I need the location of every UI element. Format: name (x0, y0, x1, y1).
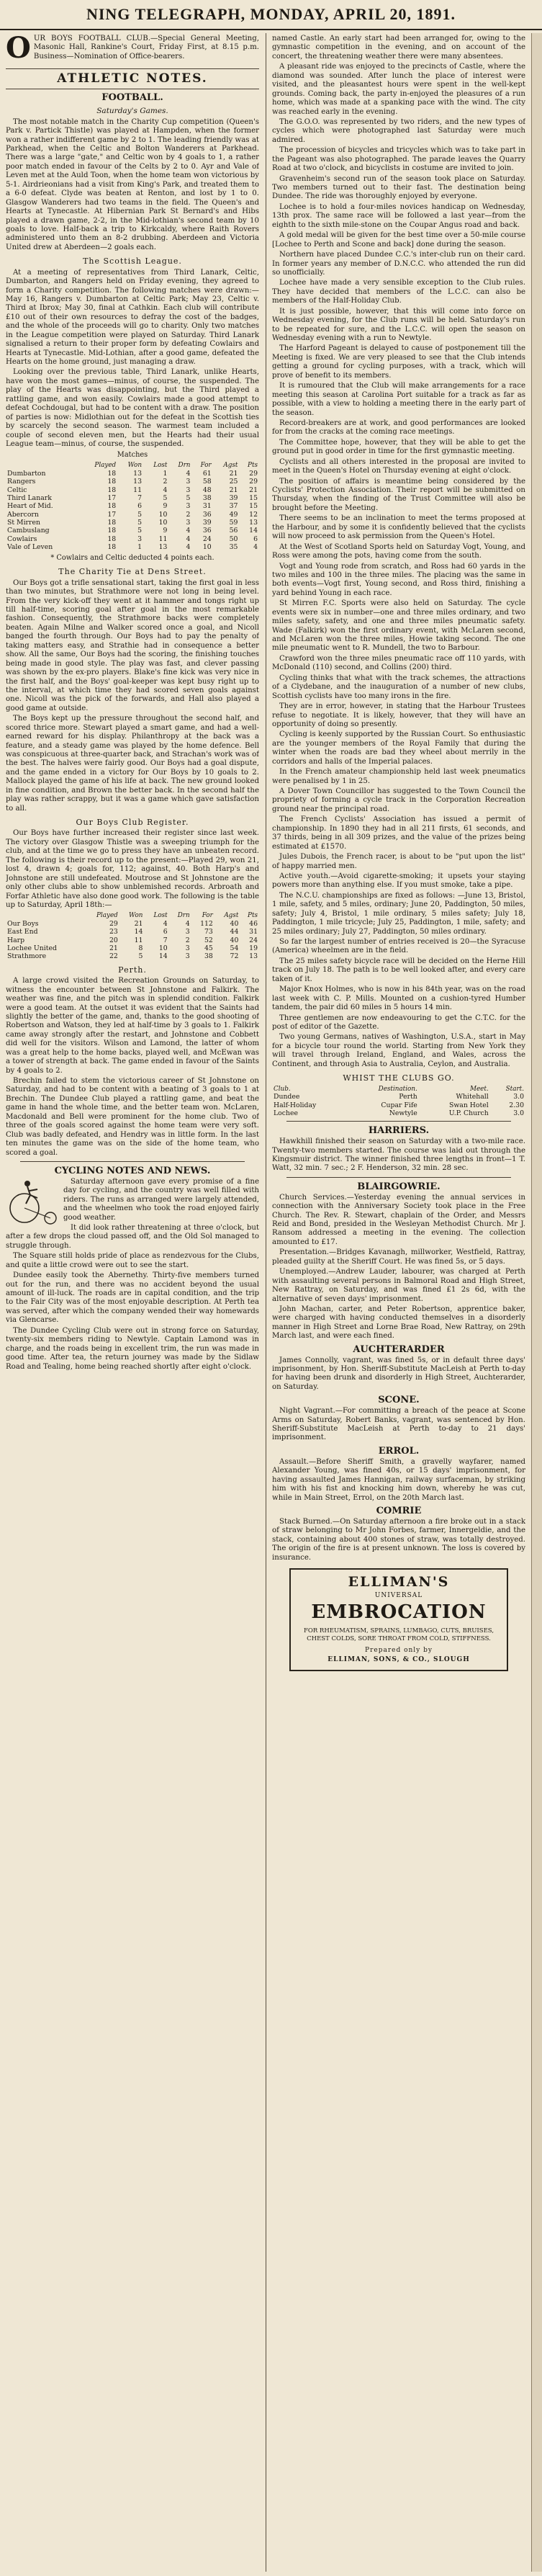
cycling-paragraph: It is just possible, however, that this will come into force on Wednesday evening, for the Club runs will be held. Saturday's run to be repeated for sure, and the L.C.C. will open the season on Wednesday evening with a run to Newtyle. (272, 307, 525, 342)
table-cell: 18 (107, 486, 117, 494)
table-row (272, 1093, 525, 1101)
table-cell: 4 (186, 527, 191, 535)
table-cell: 59 (229, 519, 238, 527)
club-name-cell: Dumbarton (7, 470, 46, 478)
table-cell: 39 (202, 519, 212, 527)
table-cell: 5 (186, 494, 191, 503)
table-cell: 2 (185, 936, 190, 944)
club-name-cell: Our Boys (7, 920, 39, 929)
harriers-heading: HARRIERS. (368, 1125, 430, 1137)
club-name-cell: Rangers (7, 478, 36, 486)
table-cell: 17 (107, 510, 117, 519)
league-table-caption: Matches (117, 451, 148, 460)
table-cell: 6 (253, 535, 258, 543)
cycling-paragraph: A pleasant ride was enjoyed to the precincts of Castle, where the diamond was sounded. After lunch the place of interest were visited, and the pleasantest hours were spent in the well-kept grounds. Coming back, the party in-enjoyed the pleasures of a run home, which was made at a spanking pace with the wind. The city was reached early in the evening. (272, 63, 525, 116)
advert-product-name: EMBROCATION (311, 1601, 487, 1624)
club-name-cell: Lochee United (7, 944, 57, 953)
saturdays-games-subheading: Saturday's Games. (96, 106, 168, 115)
table-row (6, 470, 259, 478)
club-name-cell: Lochee (274, 1109, 298, 1117)
column-header: Club. (274, 1085, 291, 1093)
table-cell: 5 (137, 510, 142, 519)
table-cell: 18 (107, 502, 117, 511)
adjacent-column-edge (531, 33, 542, 2572)
perth-subheading: Perth. (118, 965, 147, 975)
table-header-row (6, 912, 259, 920)
column-header: Destination. (378, 1085, 417, 1093)
football-paragraph: The most notable match in the Charity Cup competition (Queen's Park v. Partick Thistle) was played at Hampden, when the former won a rather indifferent game by 2 to 1. The leading friendly was at Parkhead, when the Celtic and Bolton Wanderers at Parkhead. There was a large "gate," and Celtic won by 4 goals to 1, a rather poor match ended in favour of the Celts by 2 to 0. Ayr and Vale of Leven met at the Auld Toon, when the home team won victorious by 5-1. Airdrieonians had a visit from King's Park, and treated them to a 6-0 defeat. Clyde was beaten at Renton, and lost by 1 to 0. Glasgow Wanderers had two teams in the field. The Queen's and Hearts at Tynecastle. At Hibernian Park St Bernard's and Hibs played a drawn game, 2-2, in the Mid-lothian's second team by 10 goals to love. Half-back a trip to Kirkcaldy, where Raith Rovers administered unto them an 8-2 drubbing. Aberdeen and Victoria United drew at Aberdeen—2 goals each. (6, 117, 259, 251)
table-row (6, 478, 259, 486)
football-paragraph: The Boys kept up the pressure throughout the second half, and scored thrice more. Stewart played a smart game, and had a well-earned reward for his display. Philanthropy at the back was a feature, and a steady game was played by the home defence. Bell was conspicuous at three-quarter back, and Strachan's work was of the best. The halves were fairly good. Our Boys had a goal dispute, and the game ended in a victory for Our Boys by 10 goals to 2. Mallock played the game of his life at back. The new ground looked in fine condition, and Brown the better back. In the second half the play was rather scrappy, but it was a game which gave satisfaction to all. (6, 715, 259, 813)
table-cell: 18 (107, 519, 117, 527)
table-cell: 21 (249, 486, 258, 494)
table-cell: 18 (107, 543, 117, 552)
club-name-cell: Celtic (7, 486, 27, 494)
table-cell: 13 (133, 478, 142, 486)
club-name-cell: St Mirren (7, 519, 40, 527)
local-clubs-table (6, 912, 259, 960)
column-header: Start. (505, 1085, 524, 1093)
table-cell: 4 (186, 543, 191, 552)
table-row (272, 1109, 525, 1117)
table-cell: 35 (229, 543, 238, 552)
table-cell: 13 (249, 952, 258, 961)
club-name-cell: Cowlairs (7, 535, 37, 543)
football-paragraph: A large crowd visited the Recreation Grounds on Saturday, to witness the encounter between St Johnstone and Falkirk. The weather was fine, and the pitch was in splendid condition. Falkirk were a good team. At the outset it was evident that the Saints had slightly the better of the game, and, thanks to the good shooting of Robertson and Watson, they led at half-time by 3 goals to 1. Falkirk came away strongly after the restart, and Johnstone and Cobbett did well for the visitors. Wilson and Lamond, the latter of whom was a great help to the home backs, played well, and McEwan was a tower of strength at back. The game ended in favour of the Saints by 4 goals to 2. (6, 977, 259, 1075)
table-cell: 61 (202, 470, 212, 478)
table-cell: 11 (158, 535, 168, 543)
club-name-cell: Cambuslang (7, 527, 50, 535)
column-header: Pts (248, 462, 258, 470)
club-name-cell: Vale of Leven (7, 543, 53, 552)
table-cell: 29 (249, 470, 258, 478)
table-header-row (6, 462, 259, 470)
table-cell: 18 (107, 478, 117, 486)
football-heading: FOOTBALL. (101, 92, 163, 104)
cycling-paragraph: The Harford Pageant is delayed to cause of postponement till the Meeting is fixed. We are very pleased to see that the Club intends getting a ground for cycling purposes, with a track, which will prove of benefit to its members. (272, 344, 525, 380)
table-cell: 31 (249, 928, 258, 936)
table-cell: 10 (158, 510, 168, 519)
table-row (6, 920, 259, 928)
table-header-row (272, 1086, 525, 1094)
table-cell: Perth (399, 1093, 417, 1101)
news-paragraph: James Connolly, vagrant, was fined 5s, or in default three days' imprisonment, by Hon. Sheriff-Substitute MacLeish at Perth to-day for having been drunk and disorderly in High Street, Auchterarder, on Saturday. (272, 1356, 525, 1391)
table-row (6, 494, 259, 502)
table-cell: 10 (202, 543, 212, 552)
table-cell: 2 (163, 478, 168, 486)
ellimans-embrocation-advert (289, 1568, 508, 1671)
cyclist-illustration-icon (6, 1179, 59, 1225)
table-cell: 5 (137, 519, 142, 527)
table-cell: 21 (134, 920, 143, 929)
cycling-paragraph: The Square still holds pride of place as rendezvous for the Clubs, and quite a little crowd were out to see the start. (6, 1252, 259, 1269)
column-header: Played (96, 912, 118, 920)
cycling-paragraph: The G.O.O. was represented by two riders, and the new types of cycles which were photographed last Saturday were much admired. (272, 117, 525, 144)
football-paragraph: At a meeting of representatives from Third Lanark, Celtic, Dumbarton, and Rangers held on Friday evening, they agreed to form a Charity competition. The following matches were drawn:—May 16, Rangers v. Dumbarton at Celtic Park; May 23, Celtic v. Third at Ibrox; May 30, final at Cathkin. Each club will contribute £10 out of their own resources to defray the cost of the badges, and the whole of the proceeds will go to charity. Only two matches in the League competition were played on Saturday. Third Lanark signalised a return to their proper form by defeating Cowlairs and Hearts at Tynecastle. Mid-Lothian, after a good game, defeated the Hearts on the home ground, just managing a draw. (6, 268, 259, 367)
table-cell: Cupar Fife (381, 1101, 417, 1109)
club-name-cell: East End (7, 928, 38, 936)
table-cell: 38 (204, 952, 213, 961)
table-cell: 48 (202, 486, 212, 494)
table-cell: 19 (249, 944, 258, 953)
whist-the-clubs-go-heading: WHIST THE CLUBS GO. (343, 1073, 455, 1083)
column-header: Agst (223, 462, 238, 470)
cycling-paragraph: The procession of bicycles and tricycles which was to take part in the Pageant was also photographed. The parade leaves the Quarry Road at two o'clock, and bicyclists in costume are invited to join. (272, 146, 525, 173)
news-paragraph: Unemployed.—Andrew Lauder, labourer, was charged at Perth with assaulting several persons in Balmoral Road and High Street, New Rattray, on Saturday, and was fined £1 2s 6d, with the alternative of seven days' imprisonment. (272, 1268, 525, 1303)
column-header (6, 462, 81, 470)
column-header: Meet. (469, 1085, 489, 1093)
cycling-paragraph: Dundee easily took the Abernethy. Thirty-five members turned out for the run, and there was no accident beyond the usual amount of ill-luck. The roads are in capital condition, and the trip to the Fair City was of the most enjoyable description. At Perth tea was served, after which the company wended their way homewards via Glencarse. (6, 1271, 259, 1325)
column-header: Agst (224, 912, 239, 920)
table-cell: 11 (134, 936, 143, 944)
scottish-league-table (6, 462, 259, 551)
column-header: Lost (153, 462, 168, 470)
table-cell: 18 (107, 527, 117, 535)
cycling-paragraph: Northern have placed Dundee C.C.'s inter-club run on their card. In former years any member of D.N.C.C. who attended the run did so unofficially. (272, 251, 525, 277)
table-cell: 29 (249, 478, 258, 486)
table-cell: 11 (133, 486, 142, 494)
table-cell: 46 (249, 920, 258, 929)
news-paragraph: Night Vagrant.—For committing a breach of the peace at Scone Arms on Saturday, Robert Banks, vagrant, was sentenced by Hon. Sheriff-Substitute MacLeish at Perth to-day to 21 days' imprisonment. (272, 1407, 525, 1442)
table-cell: 5 (137, 527, 142, 535)
column-header: Lost (153, 912, 168, 920)
table-cell: 36 (202, 527, 212, 535)
column-header: For (200, 462, 212, 470)
cycling-paragraph: The 25 miles safety bicycle race will be decided on the Herne Hill track on July 18. The path is to be well looked after, and every care taken of it. (272, 957, 525, 983)
table-cell: 1 (163, 470, 168, 478)
club-name-cell: Strathmore (7, 952, 47, 961)
newspaper-masthead (0, 0, 542, 30)
cycling-paragraph: Gravenheim's second run of the season took place on Saturday. Two members turned out to their fast. The destination being Dundee. The ride was thoroughly enjoyed by everyone. (272, 174, 525, 201)
cycling-paragraph: Jules Dubois, the French racer, is about to be "put upon the list" of happy married men. (272, 853, 525, 870)
news-paragraph: Assault.—Before Sheriff Smith, a gravelly wayfarer, named Alexander Young, was fined 40s, or 15 days' imprisonment, for having assaulted James Hannigan, railway surfaceman, by striking him with his fist and knocking him down, whereby he was cut, while in Main Street, Errol, on the 20th March last. (272, 1457, 525, 1502)
cycling-paragraph: The French Cyclists' Association has issued a permit of championship. In 1890 they had in all 211 firsts, 61 seconds, and 37 thirds, being in all 309 prizes, and the value of the prizes being estimated at £1570. (272, 815, 525, 851)
cycling-paragraph: Cycling is keenly supported by the Russian Court. So enthusiastic are the younger members of the Royal Family that during the winter when the roads are bad they wheel about merrily in the corridors and halls of the Imperial palaces. (272, 730, 525, 766)
table-cell: 1 (137, 543, 142, 552)
cycling-paragraph: Cyclists and all others interested in the proposal are invited to meet in the Queen's Hotel on Thursday evening at eight o'clock. (272, 457, 525, 475)
section-rule (286, 1121, 511, 1122)
table-cell: 3 (185, 944, 190, 953)
advert-universal: UNIVERSAL (374, 1592, 423, 1600)
table-cell: Whitehall (456, 1093, 489, 1101)
club-name-cell: Third Lanark (7, 494, 52, 503)
table-cell: 24 (202, 535, 212, 543)
table-cell: 3.0 (513, 1109, 524, 1117)
cycling-section (6, 1178, 259, 1253)
table-cell: 72 (230, 952, 239, 961)
football-paragraph: Our Boys got a trifle sensational start, taking the first goal in less than two minutes, but Strathmore were not long in being level. From the very kick-off they went at it hammer and tongs right up till half-time, scoring goal after goal in the most remarkable fashion. Consequently, the Strathmore backs were completely beaten. Again Milne and Walker scored once a goal, and Nicoll banged the fourth through. Our Boys had to pay the penalty of taking matters easy, and Strathie had in consequence a better show. All the same, Our Boys had the scoring, the finishing touches being made in good style. The play was fast, and clever passing was shown by the ex-pro players. Blake's fine kick was very nice in the first half, and the Boys' goal-keeper was kept busy right up to the interval, at which time they had scored seven goals against one. Nicoll was the pick of the forwards, and Hall also played a good game at outside. (6, 578, 259, 712)
football-paragraph: Our Boys have further increased their register since last week. The victory over Glasgow Thistle was a sweeping triumph for the club, and at the time we go to press they have an unbeaten record. The following is their record up to the present:—Played 29, won 21, lost 4, drawn 4; goals for, 112; against, 40. Both Harp's and Johnstone are still undefeated. Moutrose and St Johnstone are the only other clubs able to show unblemished records. Arbroath and Forfar Athletic have also done good work. The following is the table up to Saturday, April 18th:— (6, 829, 259, 909)
table-cell: 7 (137, 494, 142, 503)
advert-prepared-by: Prepared only by (365, 1646, 433, 1654)
table-row (6, 486, 259, 494)
table-cell: 56 (229, 527, 238, 535)
table-cell: 6 (137, 502, 142, 511)
advert-maker: ELLIMAN, SONS, & CO., SLOUGH (328, 1655, 470, 1663)
news-paragraph: Church Services.—Yesterday evening the annual services in connection with the Anniversary Society took place in the Free Church. The Rev. R. Stewart, chaplain of the Order, and Messrs Reid and Bond, presided in the Wesleyan Methodist Church. Mr J. Ransom addressed a meeting in the evening. The collection amounted to £17. (272, 1193, 525, 1246)
table-cell: 112 (200, 920, 213, 929)
cycling-paragraph: So far the largest number of entries received is 20—the Syracuse (America) wheelmen are in the field. (272, 938, 525, 955)
cycling-paragraph: Saturday afternoon gave every promise of a fine day for cycling, and the country was well filled with riders. The runs as arranged were largely attended, and the wheelmen who took the road enjoyed fairly good weather. (63, 1177, 259, 1222)
table-cell: 13 (158, 543, 168, 552)
cycling-paragraph: Record-breakers are at work, and good performances are looked for from the cracks at the coming race meetings. (272, 419, 525, 437)
table-cell: 40 (230, 936, 239, 944)
table-cell: 8 (138, 944, 143, 953)
table-cell: 15 (249, 494, 258, 503)
cycling-paragraph: In the French amateur championship held last week pneumatics were penalised by 1 in 25. (272, 768, 525, 785)
table-row (6, 928, 259, 936)
club-name-cell: Half-Holiday (274, 1101, 317, 1109)
table-cell: 3 (186, 502, 191, 511)
table-cell: 38 (202, 494, 212, 503)
table-cell: 10 (158, 519, 168, 527)
masthead-text: NING TELEGRAPH, MONDAY, APRIL 20, 1891. (86, 5, 456, 23)
column-header: Won (127, 462, 142, 470)
club-name-cell: Harp (7, 936, 25, 944)
comrie-heading: COMRIE (376, 1505, 422, 1516)
section-rule (20, 1161, 245, 1162)
table-cell: 29 (109, 920, 118, 929)
harriers-paragraph: Hawkhill finished their season on Saturday with a two-mile race. Twenty-two members started. The course was laid out through the Kingsmuir district. The winner finished three lengths in front—1 T. Watt, 32 min. 7 sec.; 2 F. Henderson, 32 min. 28 sec. (272, 1137, 525, 1173)
table-cell: 6 (163, 928, 168, 936)
cycling-paragraph: Crawford won the three miles pneumatic race off 110 yards, with McDonald (110) second, and Collins (200) third. (272, 654, 525, 672)
table-cell: 49 (229, 510, 238, 519)
table-cell: 52 (204, 936, 213, 944)
table-row (6, 535, 259, 543)
table-cell: 17 (107, 494, 117, 503)
table-cell: 3 (137, 535, 142, 543)
table-cell: 18 (107, 535, 117, 543)
cycling-paragraph: The Dundee Cycling Club were out in strong force on Saturday, twenty-six members riding to Newtyle. Captain Lamond was in charge, and the roads being in excellent trim, the run was made in good time. After tea, the return journey was made by the Sidlaw Road and Tealing, home being reached shortly after eight o'clock. (6, 1326, 259, 1371)
cycling-paragraph: Two young Germans, natives of Washington, U.S.A., start in May for a bicycle tour round the world. Starting from New York they will travel through Ireland, England, and Wales, across the Continent, and through Asia to Australia, Ceylon, and Australia. (272, 1033, 525, 1068)
table-cell: 45 (204, 944, 213, 953)
league-table-note: * Cowlairs and Celtic deducted 4 points each. (50, 554, 214, 563)
athletic-notes-heading: ATHLETIC NOTES. (6, 68, 259, 89)
table-cell: 13 (133, 470, 142, 478)
news-paragraph: Presentation.—Bridges Kavanagh, millworker, Westfield, Rattray, pleaded guilty at the Sheriff Court. He was fined 5s, or 5 days. (272, 1248, 525, 1266)
cycling-paragraph: St Mirren F.C. Sports were also held on Saturday. The cycle events were six in number—one and three miles ordinary, and two miles safety, safety, and one and three miles pneumatic safety. Wade (Falkirk) won the first ordinary event, with McLaren second, and McLaren won the three miles, Howie taking second. The one mile pneumatic went to R. Mundell, the two to Barbour. (272, 599, 525, 653)
table-cell: 7 (163, 936, 168, 944)
column-header: Drn (177, 912, 190, 920)
table-cell: 4 (163, 486, 168, 494)
cycling-paragraph: A Dover Town Councillor has suggested to the Town Council the propriety of forming a cycle track in the Corporation Recreation ground near the principal road. (272, 787, 525, 813)
cycling-paragraph: Vogt and Young rode from scratch, and Ross had 60 yards in the two miles and 100 in the three miles. The placing was the same in both events—Vogt first, Young second, and Ross third, finishing a yard behind Young in each race. (272, 562, 525, 597)
drop-cap: O (6, 35, 31, 65)
table-cell: 58 (202, 478, 212, 486)
table-cell: 4 (253, 543, 258, 552)
right-column (272, 35, 525, 2570)
cycling-paragraph: Three gentlemen are now endeavouring to get the C.T.C. for the post of editor of the Gazette. (272, 1014, 525, 1031)
cycling-paragraph: Lochee have made a very sensible exception to the Club rules. They have decided that members of the L.C.C. can also be members of the Half-Holiday Club. (272, 279, 525, 305)
cycling-paragraph: There seems to be an inclination to meet the terms proposed at the Harbour, and by some it is confidently believed that the cyclists will now proceed to ask permission from the Queen's Hotel. (272, 514, 525, 541)
table-cell: 40 (230, 920, 239, 929)
table-cell: 25 (229, 478, 238, 486)
cycling-paragraph: Cycling thinks that what with the track schemes, the attractions of a Clydebane, and the inauguration of a number of new clubs, Scottish cyclists have too many irons in the fire. (272, 674, 525, 700)
table-row (6, 944, 259, 952)
table-cell: 21 (109, 944, 118, 953)
column-header (6, 912, 83, 920)
table-cell: Swan Hotel (448, 1101, 489, 1109)
column-header: Played (94, 462, 117, 470)
table-cell: 14 (249, 527, 258, 535)
cycling-heading: CYCLING NOTES AND NEWS. (54, 1165, 211, 1176)
table-row (6, 511, 259, 519)
table-cell: Newtyle (389, 1109, 417, 1117)
table-cell: 3 (185, 952, 190, 961)
table-cell: 4 (186, 470, 191, 478)
table-cell: 24 (249, 936, 258, 944)
cycling-paragraph: The N.C.U. championships are fixed as follows: —June 13, Bristol, 1 mile, safety, and 5 miles, ordinary; June 20, Paddington, 50 miles, safety; July 4, Bristol, 1 mile ordinary, 5 miles safety; July 18, Paddington, 1 mile tricycle; July 25, Paddington, 1 mile, safety; and 25 miles ordinary; July 27, Paddington, 50 miles ordinary. (272, 891, 525, 936)
cycling-paragraph: Active youth.—Avoid cigarette-smoking; it upsets your staying powers more than anything else. If you must smoke, take a pipe. (272, 872, 525, 890)
table-cell: 4 (163, 920, 168, 929)
table-row (6, 543, 259, 551)
section-rule (286, 1177, 511, 1178)
table-row (6, 527, 259, 535)
news-paragraph: John Machan, carter, and Peter Robertson, apprentice baker, were charged with having conducted themselves in a disorderly manner in High Street and Lorne Brae Road, New Rattray, on 29th March last, and were each fined. (272, 1305, 525, 1341)
table-row (6, 519, 259, 527)
our-boys-notice: OUR BOYS FOOTBALL CLUB.—Special General Meeting, Masonic Hall, Rankine's Court, Friday First, at 8.15 p.m. Business—Nomination of Office-bearers. (6, 35, 259, 65)
table-cell: 10 (158, 944, 168, 953)
column-header: Pts (248, 912, 258, 920)
football-paragraph: Looking over the previous table, Third Lanark, unlike Hearts, have won the most games—minus, of course, the suspended. The play of the Hearts was disappointing, but the Third played a rattling game, and won easily. Cowlairs made a good attempt to defeat Cochdougal, but had to be content with a draw. The position of parties is now: Midlothian out for the defeat in the Scottish ties by scarcely the second season. The warmest team included a couple of second eleven men, but the Hearts had their usual League team—minus, of course, the suspended. (6, 368, 259, 448)
table-cell: 39 (229, 494, 238, 503)
cycling-paragraph: The position of affairs is meantime being considered by the Cyclists' Protection Association. Their report will be submitted on Thursday, when the finding of the Trust Committee will also be brought before the Meeting. (272, 477, 525, 512)
cycling-paragraph: The Committee hope, however, that they will be able to get the ground put in good order in time for the first gymnastic meeting. (272, 438, 525, 456)
cycling-paragraph: A gold medal will be given for the best time over a 50-mile course [Lochee to Perth and Scone and back] done during the season. (272, 231, 525, 249)
column-header: Drn (178, 462, 191, 470)
table-cell: 21 (229, 486, 238, 494)
club-name-cell: Abercorn (7, 510, 39, 519)
table-cell: 37 (229, 502, 238, 511)
table-cell: 2 (186, 510, 191, 519)
table-cell: 3.0 (513, 1093, 524, 1101)
table-cell: 15 (249, 502, 258, 511)
club-runs-table (272, 1086, 525, 1118)
table-cell: 4 (185, 920, 190, 929)
cycling-paragraph: At the West of Scotland Sports held on Saturday Vogt, Young, and Ross were among the pots, having come from the south. (272, 542, 525, 560)
table-cell: 3 (186, 478, 191, 486)
scottish-league-subheading: The Scottish League. (83, 256, 182, 267)
table-cell: 20 (109, 936, 118, 944)
table-cell: 18 (107, 470, 117, 478)
column-header: For (202, 912, 213, 920)
column-header: Won (129, 912, 143, 920)
charity-tie-subheading: The Charity Tie at Dens Street. (58, 567, 207, 577)
table-cell: 21 (229, 470, 238, 478)
table-cell: 50 (229, 535, 238, 543)
cycling-paragraph: Major Knox Holmes, who is now in his 84th year, was on the road last week with C. P. Mills. Mounted on a cushion-tyred Humber tandem, the pair did 60 miles in 5 hours 14 min. (272, 985, 525, 1012)
table-cell: 3 (186, 519, 191, 527)
table-cell: U.P. Church (448, 1109, 489, 1117)
auchterarder-heading: AUCHTERARDER (353, 1343, 445, 1355)
cycling-paragraph: It did look rather threatening at three o'clock, but after a few drops the cloud passed off, and the Old Sol managed to struggle through. (6, 1223, 259, 1250)
table-cell: 13 (249, 519, 258, 527)
table-cell: 54 (230, 944, 239, 953)
club-register-subheading: Our Boys Club Register. (76, 818, 189, 828)
table-cell: 5 (163, 494, 168, 503)
table-cell: 9 (163, 527, 168, 535)
table-cell: 22 (109, 952, 118, 961)
cycling-paragraph: They are in error, however, in stating that the Harbour Trustees refuse to negotiate. It is likely, however, that they will have an opportunity of doing so presently. (272, 702, 525, 728)
table-cell: 9 (163, 502, 168, 511)
table-cell: 31 (202, 502, 212, 511)
table-cell: 44 (230, 928, 239, 936)
table-cell: 14 (158, 952, 168, 961)
table-row (6, 952, 259, 960)
club-name-cell: Dundee (274, 1093, 300, 1101)
table-cell: 23 (109, 928, 118, 936)
news-paragraph: Stack Burned.—On Saturday afternoon a fire broke out in a stack of straw belonging to Mr John Forbes, farmer, Innergeldie, and the stack, containing about 400 stones of straw, was totally destroyed. The origin of the fire is at present unknown. The loss is covered by insurance. (272, 1517, 525, 1562)
table-cell: 3 (185, 928, 190, 936)
errol-heading: ERROL. (378, 1445, 420, 1457)
cycling-paragraph: It is rumoured that the Club will make arrangements for a race meeting this season at Carolina Port suitable for a track as far as possible, with a view to holding a meeting there in the early part of the season. (272, 382, 525, 417)
table-cell: 3 (186, 486, 191, 494)
table-cell: 73 (204, 928, 213, 936)
table-cell: 12 (249, 510, 258, 519)
football-paragraph: Brechin failed to stem the victorious career of St Johnstone on Saturday, and had to be content with a beating of 3 goals to 1 at Brechin. The Dundee Club played a rattling game, and beat the game in hand the whole time, and the better team won. McLaren, Macdonald and Bell were prominent for the home club. Two of three of the goals scored against the home team were very soft. Club was badly defeated, and Hendry was in little form. In the last ten minutes the game was on the side of the home team, who scored a goal. (6, 1077, 259, 1157)
table-row (6, 502, 259, 510)
scone-heading: SCONE. (378, 1395, 420, 1406)
cycling-paragraph: Lochee is to hold a four-miles novices handicap on Wednesday, 13th prox. The same race will be followed a last year—from the eighth to the sixth mile-stone on the Coupar Angus road and back. (272, 202, 525, 229)
blairgowrie-heading: BLAIRGOWRIE. (357, 1181, 441, 1192)
table-cell: 14 (134, 928, 143, 936)
table-cell: 5 (138, 952, 143, 961)
club-name-cell: Heart of Mid. (7, 502, 53, 511)
cycling-paragraph: named Castle. An early start had been arranged for, owing to the gymnastic competition in the evening, and on account of the concert, the threatening weather there were many absentees. (272, 35, 525, 61)
left-column (6, 35, 259, 2570)
advert-uses: FOR RHEUMATISM, SPRAINS, LUMBAGO, CUTS, BRUISES, CHEST COLDS, SORE THROAT FROM COLD, STIFFNESS. (303, 1627, 494, 1643)
table-row (272, 1101, 525, 1109)
table-cell: 4 (186, 535, 191, 543)
table-row (6, 936, 259, 944)
table-cell: 36 (202, 510, 212, 519)
advert-brand: ELLIMAN'S (348, 1574, 450, 1591)
table-cell: 2.30 (509, 1101, 524, 1109)
